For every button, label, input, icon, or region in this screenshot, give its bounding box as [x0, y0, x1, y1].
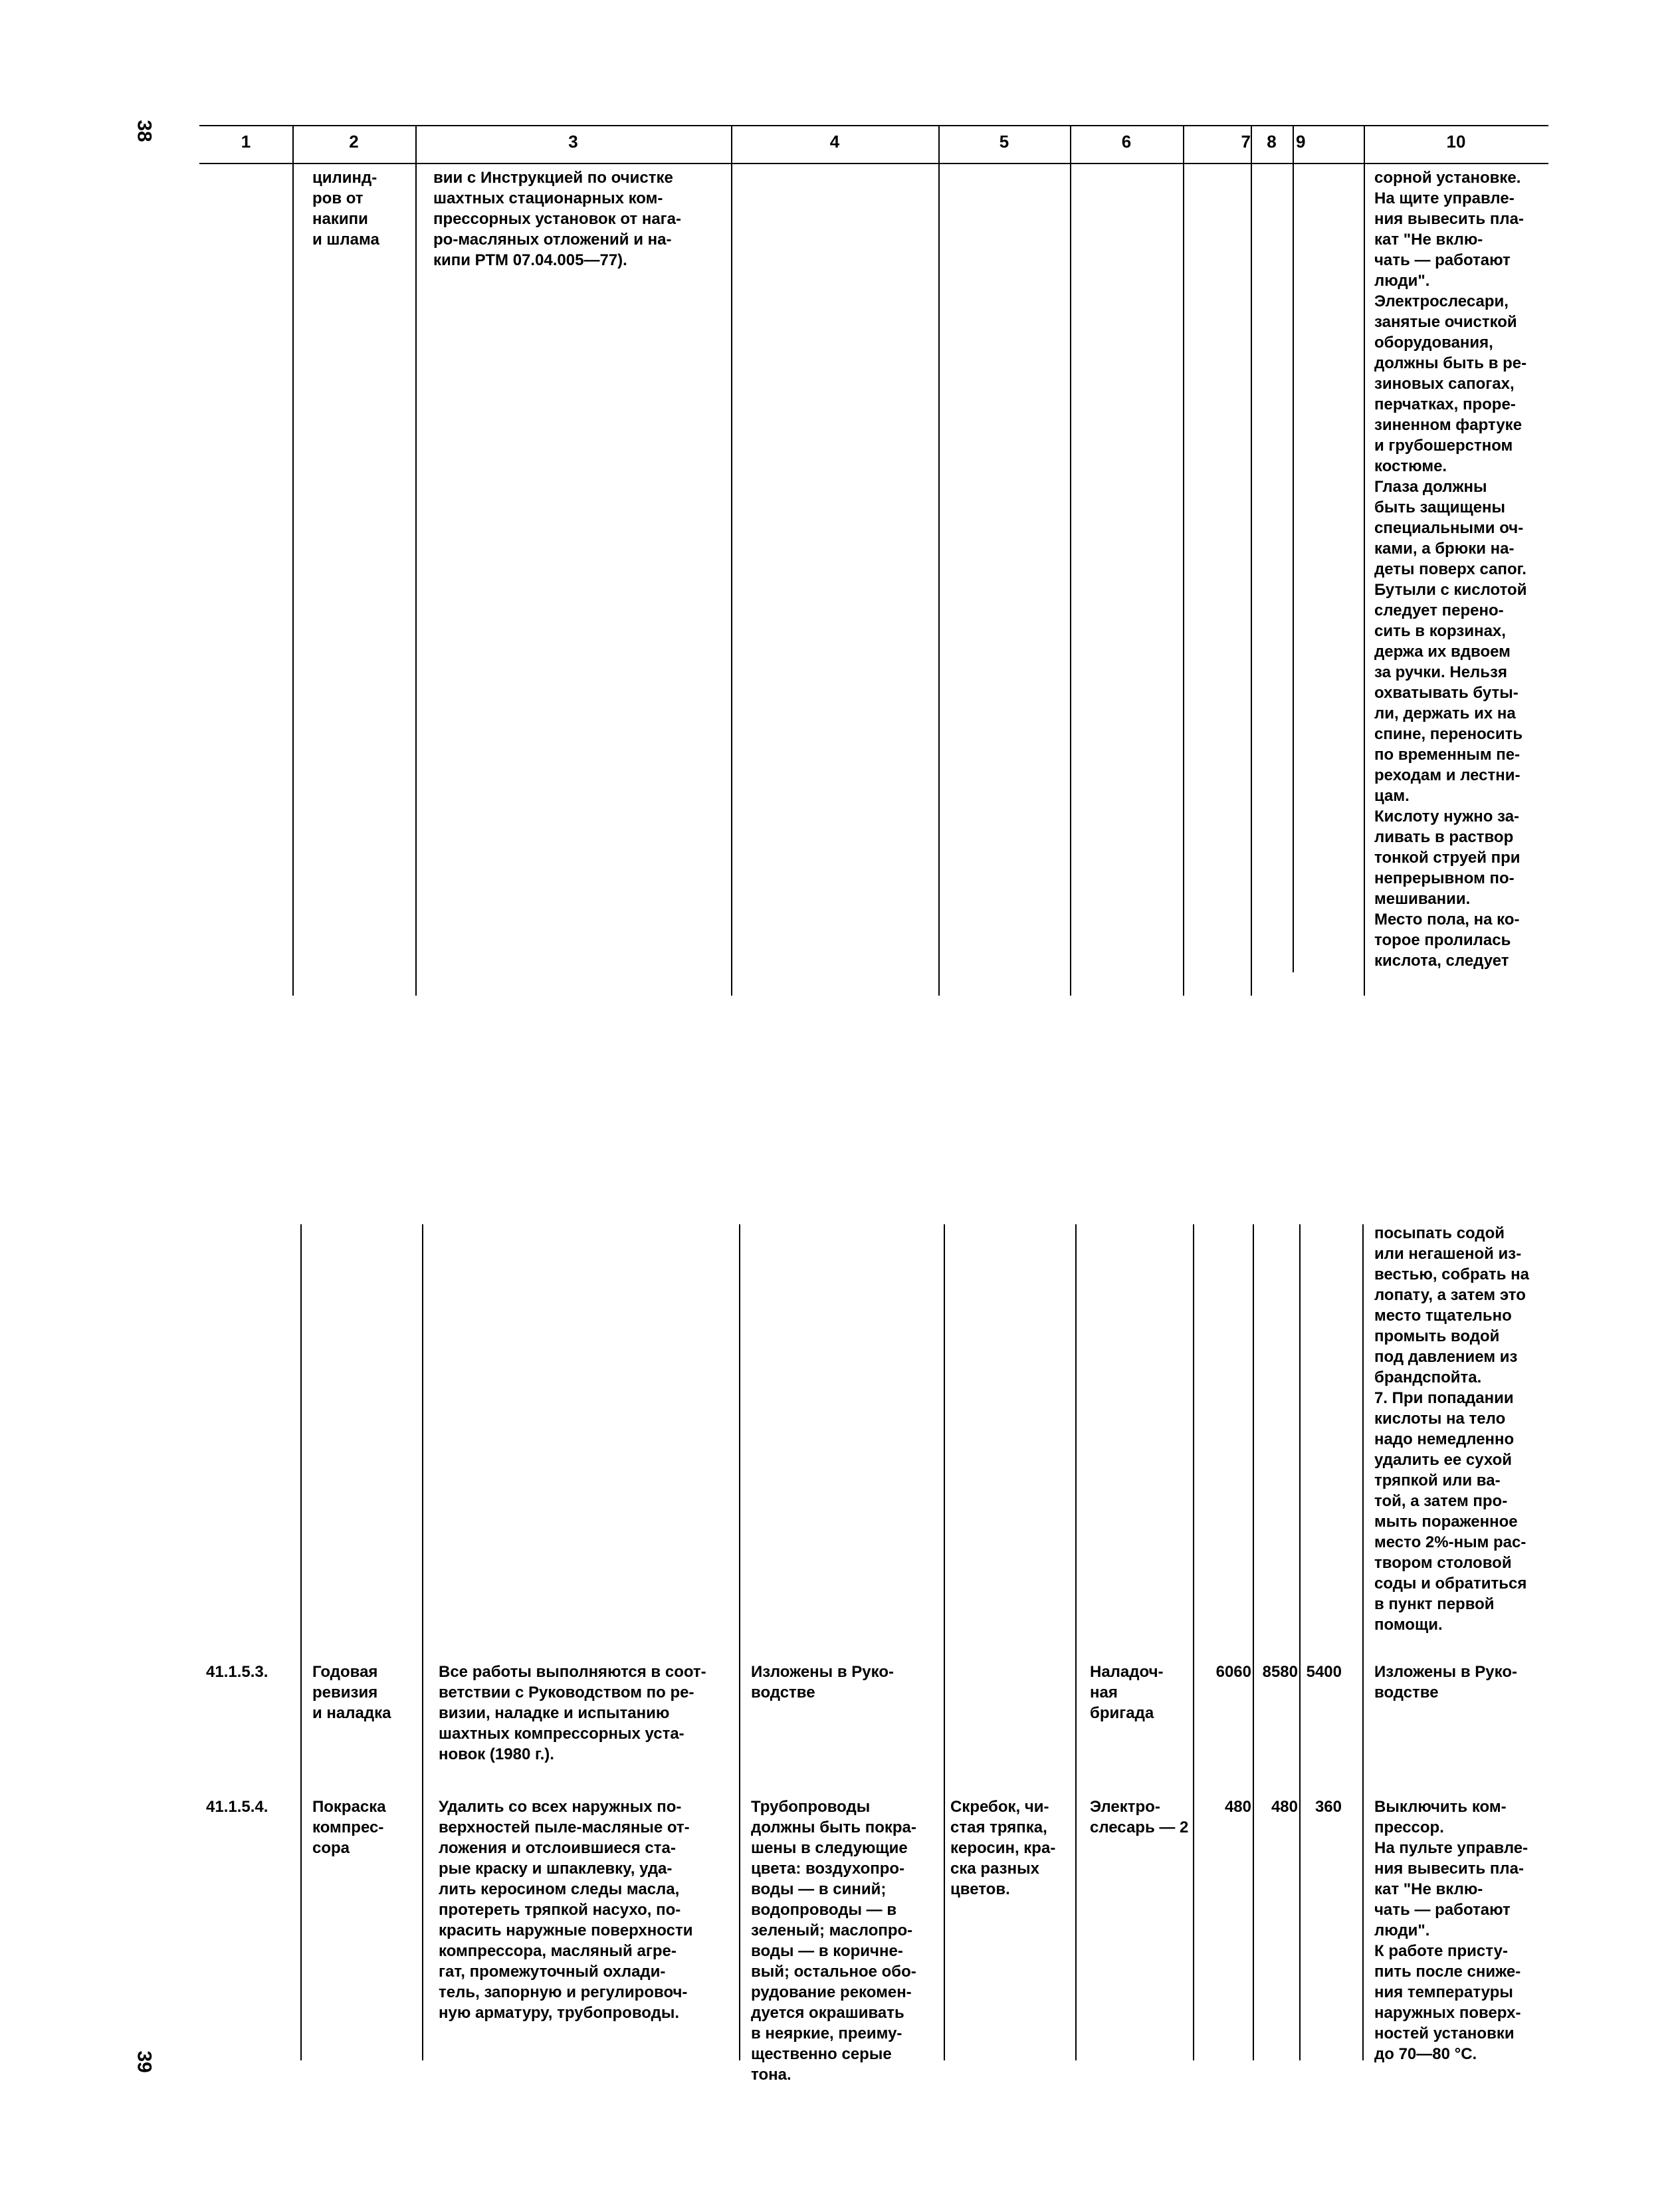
table-header-divider	[199, 163, 1548, 164]
col-divider	[415, 125, 417, 996]
header-col-4: 4	[829, 132, 840, 152]
col-divider	[292, 125, 294, 996]
header-col-6: 6	[1121, 132, 1132, 152]
row1-requirements: Изложены в Руко- водстве	[751, 1663, 894, 1702]
col-divider	[944, 1224, 945, 2060]
row2-requirements: Трубопроводы должны быть покра- шены в следующие цвета: воздухопро- воды — в синий; водопроводы — в зеленый; маслопро- воды — в коричне- вый; остальное обо- рудование рекомен- дуется окрашивать в неяркие, преиму- щественно серые тона.	[751, 1798, 916, 2084]
row2-tools: Скребок, чи- стая тряпка, керосин, кра- ска разных цветов.	[950, 1798, 1056, 1898]
row1-description: Все работы выполняются в соот- ветствии с Руководством по ре- визии, наладке и испытанию шахтных компрессорных уста- новок (1980 г.).	[439, 1663, 706, 1763]
col-divider	[1193, 1224, 1194, 2060]
col-divider	[739, 1224, 740, 2060]
row2-description: Удалить со всех наружных по- верхностей пыле-масляные от- ложения и отслоившиеся ста- рые краску и шпаклевку, уда- лить керосином следы масла, протереть тряпкой насухо, по- красить наружные поверхности компрессора, масляный агре- гат, промежуточный охлади- тель, запорную и регулировоч- ную арматуру, трубопроводы.	[439, 1798, 693, 2022]
col-divider	[1251, 125, 1252, 996]
page-number-top: 38	[133, 120, 156, 142]
row1-col7: 6060	[1215, 1663, 1251, 1681]
row1-col8: 8580	[1262, 1663, 1298, 1681]
top-row-col3: вии с Инструкцией по очистке шахтных стационарных ком- прессорных установок от нага- ро-масляных отложений и на- кипи РТМ 07.04.005—77).	[433, 169, 682, 269]
header-col-9: 9	[1296, 132, 1306, 152]
header-col-2: 2	[349, 132, 359, 152]
row2-col9: 360	[1314, 1798, 1342, 1816]
row2-safety: Выключить ком- прессор. На пульте управле- ния вывесить пла- кат "Не вклю- чать — работают люди". К работе присту- пить после сниже- ния температуры наружных поверх- ностей установки до 70—80 °С.	[1374, 1798, 1528, 2063]
row2-name: Покраска компрес- сора	[312, 1798, 386, 1857]
row1-name: Годовая ревизия и наладка	[312, 1663, 391, 1722]
header-col-10: 10	[1446, 132, 1466, 152]
cont-row-col10: посыпать содой или негашеной из- вестью, собрать на лопату, а затем это место тщательно промыть водой под давлением из брандспойта. 7. При попадании кислоты на тело надо немедленно удалить ее сухой тряпкой или ва- той, а затем про- мыть пораженное место 2%-ным рас- твором столовой соды и обратиться в пункт первой помощи.	[1374, 1224, 1530, 1634]
row1-safety: Изложены в Руко- водстве	[1374, 1663, 1517, 1702]
row2-col7: 480	[1224, 1798, 1251, 1816]
col-divider	[1299, 1224, 1301, 2060]
row2-performer: Электро- слесарь — 2	[1090, 1798, 1189, 1836]
table-top-border	[199, 125, 1548, 126]
row2-number: 41.1.5.4.	[206, 1798, 268, 1816]
header-col-3: 3	[568, 132, 578, 152]
col-divider	[1293, 125, 1294, 972]
col-divider	[938, 125, 940, 996]
col-divider	[300, 1224, 302, 2060]
col-divider	[1253, 1224, 1254, 2060]
top-row-col2: цилинд- ров от накипи и шлама	[312, 169, 379, 249]
page-number-bottom: 39	[133, 2050, 156, 2073]
col-divider	[1075, 1224, 1077, 2060]
col-divider	[1362, 1224, 1364, 2060]
row1-number: 41.1.5.3.	[206, 1663, 268, 1681]
col-divider	[731, 125, 732, 996]
col-divider	[1364, 125, 1365, 996]
row1-performer: Наладоч- ная бригада	[1090, 1663, 1164, 1722]
row1-col9: 5400	[1306, 1663, 1342, 1681]
header-col-7: 7	[1241, 132, 1251, 152]
header-col-8: 8	[1267, 132, 1277, 152]
header-col-5: 5	[999, 132, 1009, 152]
header-col-1: 1	[241, 132, 251, 152]
col-divider	[1183, 125, 1184, 996]
top-row-col10: сорной установке. На щите управле- ния вывесить пла- кат "Не вклю- чать — работают люди". Электрослесари, занятые очисткой оборудования, должны быть в ре- зиновых сапогах, перчатках, проре- зиненном фартуке и грубошерстном костюме. Глаза должны быть защищены специальными оч- ками, а брюки на- деты поверх сапог. Бутыли с кислотой следует перено- сить в корзинах, держа их вдвоем за ручки. Нельзя охватывать буты- ли, держать их на спине, переносить по временным пе- реходам и лестни- цам. Кислоту нужно за- ливать в раствор тонкой струей при непрерывном по- мешивании. Место пола, на ко- торое пролилась кислота, следует	[1374, 169, 1527, 970]
col-divider	[1070, 125, 1071, 996]
row2-col8: 480	[1271, 1798, 1298, 1816]
col-divider	[422, 1224, 423, 2060]
